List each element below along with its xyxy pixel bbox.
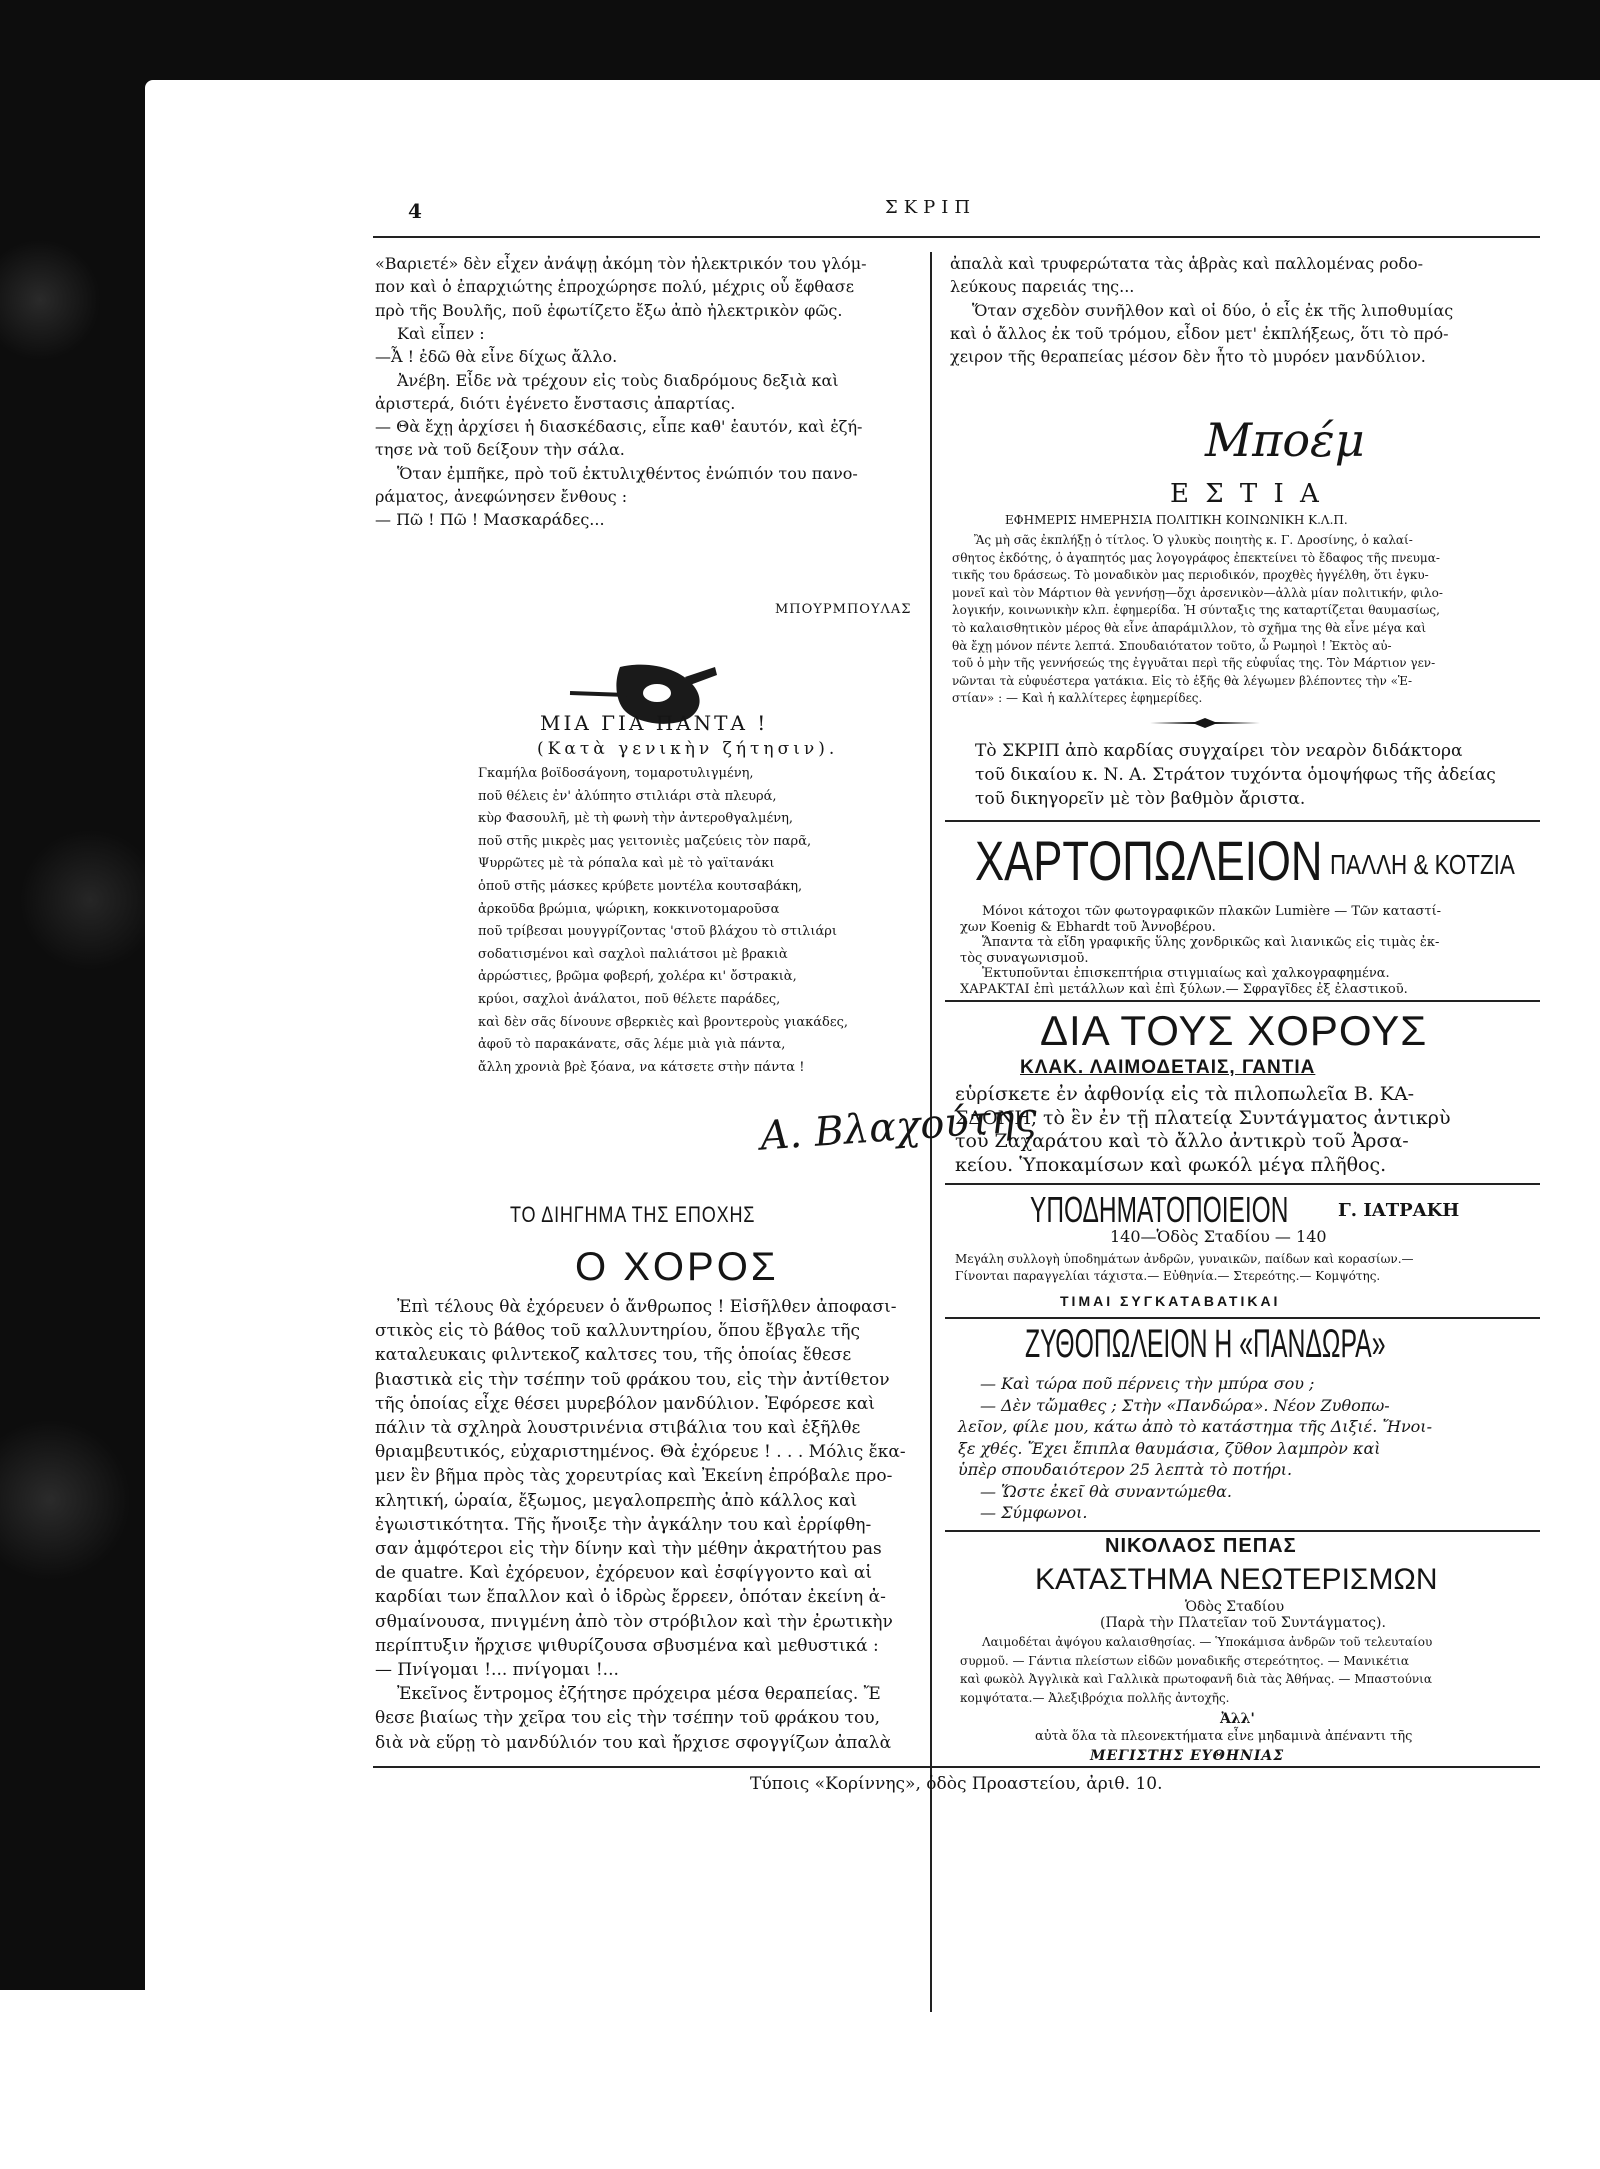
- ad2-line: εὑρίσκετε ἐν ἀφθονίᾳ εἰς τὰ πιλοπωλεῖα Β. ΚΑ-: [955, 1083, 1415, 1105]
- ad1-line: ΧΑΡΑΚΤΑΙ ἐπὶ μετάλλων καὶ ἐπὶ ξύλων.— Σφραγῖδες ἐξ ἐλαστικοῦ.: [960, 981, 1408, 997]
- intro-line: Ὅταν ἐμπῆκε, πρὸ τοῦ ἐκτυλιχθέντος ἐνώπιόν του πανο-: [397, 463, 858, 483]
- ad2-line: τοῦ Ζαχαράτου καὶ τὸ ἄλλο ἀντικρὺ τοῦ Ἀρσα-: [955, 1130, 1409, 1152]
- intro-line: — Θὰ ἔχῃ ἀρχίσει ἡ διασκέδασις, εἶπε καθ' ἑαυτόν, καὶ ἐζή-: [375, 417, 863, 437]
- ad4-line: ξε χθές. Ἔχει ἔπιπλα θαυμάσια, ζῦθον λαμπρὸν καὶ: [958, 1438, 1381, 1458]
- ad2-line: ΣΔΟΝΗ, τὸ ἓν ἐν τῇ πλατείᾳ Συντάγματος ἀντικρὺ: [955, 1106, 1451, 1129]
- ad4-line: — Καὶ τώρα ποῦ πέρνεις τὴν μπύρα σου ;: [980, 1374, 1315, 1393]
- story-line: ἀπαλὰ καὶ τρυφερώτατα τὰς ἁβρὰς καὶ παλλομένας ροδο-: [950, 254, 1424, 273]
- masthead: ΣΚΡΙΠ: [885, 197, 977, 218]
- ad5-but: Ἀλλ': [1220, 1711, 1255, 1727]
- intro-line: πον καὶ ὁ ἐπαρχιώτης ἐπροχώρησε πολύ, μέχρις οὗ ἔφθασε: [375, 277, 855, 297]
- printer-imprint: Τύποις «Κορίννης», ὁδὸς Προαστείου, ἀριθ. 10.: [750, 1774, 1163, 1794]
- ad4-line: — Σύμφωνοι.: [980, 1503, 1088, 1522]
- story-line: — Πνίγομαι !... πνίγομαι !...: [375, 1660, 619, 1680]
- story-line: de quatre. Καὶ ἐχόρευον, ἐχόρευον καὶ ἐσφίγγοντο καὶ αἱ: [375, 1563, 873, 1584]
- poem-line: κὺρ Φασουλῆ, μὲ τὴ φωνὴ τὴν ἀντεροθγαλμένη,: [478, 811, 794, 827]
- intro-line: Καὶ εἶπεν :: [397, 323, 485, 343]
- story-line: Ἐπὶ τέλους θὰ ἐχόρευεν ὁ ἄνθρωπος ! Εἰσῆλθεν ἀποφασι-: [397, 1297, 897, 1317]
- story-line: πάλιν τὰ σχληρὰ λουστρινένια στιβάλια του καὶ ἐξῆλθε: [375, 1418, 861, 1438]
- hestia-line: στίαν» : — Καὶ ἡ καλλίτερες ἐφημερίδες.: [952, 691, 1203, 706]
- ad5-line: καὶ φωκὸλ Ἀγγλικὰ καὶ Γαλλικὰ πρωτοφανῆ διὰ τὰς Ἀθήνας. — Μπαστούνια: [960, 1672, 1432, 1686]
- ad3-owner: Γ. ΙΑΤΡΑΚΗ: [1338, 1200, 1460, 1221]
- story-line: χειρον τῆς θεραπείας μέσον δὲν ἦτο τὸ μυρόεν μανδύλιον.: [950, 347, 1426, 367]
- separator-rule: [945, 1183, 1540, 1185]
- ad3-line: Γίνονται παραγγελίαι τάχιστα.— Εὐθηνία.— Στερεότης.— Κομψότης.: [955, 1269, 1381, 1283]
- intro-line: —Ἆ ! ἐδῶ θὰ εἶνε δίχως ἄλλο.: [375, 347, 618, 367]
- poem-line: σοδατισμένοι καὶ σαχλοὶ παλιάτσοι μὲ βρακιὰ: [478, 946, 788, 962]
- story-kicker: ΤΟ ΔΙΗΓΗΜΑ ΤΗΣ ΕΠΟΧΗΣ: [510, 1202, 756, 1227]
- ad5-line: Λαιμοδέται ἀψόγου καλαισθησίας. — Ὑποκάμισα ἀνδρῶν τοῦ τελευταίου: [982, 1635, 1433, 1649]
- ad1-owners: ΠΑΛΛΗ & ΚΟΤΖΙΑ: [1330, 849, 1515, 880]
- ad1-line: Ἐκτυποῦνται ἐπισκεπτήρια στιγμιαίως καὶ χαλκογραφημένα.: [982, 966, 1390, 981]
- poem-line: καὶ δὲν σᾶς δίνουνε σβερκιὲς καὶ βροντεροὺς γιακάδες,: [478, 1014, 848, 1030]
- separator-rule: [945, 1530, 1540, 1532]
- page-number: 4: [408, 199, 422, 223]
- ad2-title: ΔΙΑ ΤΟΥΣ ΧΟΡΟΥΣ: [1040, 1007, 1428, 1054]
- ad3-address: 140—Ὁδὸς Σταδίου — 140: [1110, 1227, 1327, 1246]
- ad5-line: συρμοῦ. — Γάντια πλείστων εἰδῶν μοναδικῆς στερεότητος. — Μανικέτια: [960, 1653, 1409, 1668]
- story-line: θριαμβευτικός, εὐχαριστημένος. Θὰ ἐχόρευε ! . . . Μόλις ἔκα-: [375, 1442, 906, 1463]
- intro-line: «Βαριετέ» δὲν εἶχεν ἀνάψῃ ἀκόμη τὸν ἠλεκτρικόν του γλόμ-: [375, 254, 867, 273]
- congrats-line: τοῦ δικαίου κ. Ν. Α. Στράτον τυχόντα ὁμοψήφως τῆς ἀδείας: [975, 765, 1496, 785]
- poem-line: ποῦ τρίβεσαι μουγγρίζοντας 'στοῦ βλάχου τὸ στιλιάρι: [478, 924, 838, 940]
- ad5-title: ΚΑΤΑΣΤΗΜΑ ΝΕΩΤΕΡΙΣΜΩΝ: [1035, 1563, 1438, 1596]
- hestia-line: θὰ ἔχῃ μόνον πέντε λεπτά. Σπουδαιότατον τοῦτο, ὦ Ρωμηοὶ ! Ἐκτὸς αὐ-: [952, 638, 1392, 653]
- separator-rule: [945, 1000, 1540, 1002]
- scan-top-edge: [0, 0, 1600, 92]
- ad4-line: ὑπὲρ σπουδαιότερον 25 λεπτὰ τὸ ποτήρι.: [958, 1460, 1293, 1479]
- hestia-title: Ε Σ Τ Ι Α: [1170, 479, 1323, 509]
- separator-rule: [945, 1317, 1540, 1319]
- ad1-line: χων Koenig & Ebhardt τοῦ Ἀννοβέρου.: [960, 919, 1216, 935]
- ad5-line: κομψότατα.— Ἀλεξιβρόχια πολλῆς ἀντοχῆς.: [960, 1690, 1230, 1705]
- poem-signature: Α. Βλαχούτης: [758, 1094, 1039, 1160]
- ad4-title: ΖΥΘΟΠΩΛΕΙΟΝ Η «ΠΑΝΔΩΡΑ»: [1025, 1322, 1386, 1366]
- ad1-line: τὸς συναγωνισμοῦ.: [960, 950, 1089, 966]
- congrats-line: Τὸ ΣΚΡΙΠ ἀπὸ καρδίας συγχαίρει τὸν νεαρὸν διδάκτορα: [975, 741, 1463, 761]
- story-line: ἐγωιστικότητα. Τῆς ἤνοιξε τὴν ἀγκάλην του καὶ ἐρρίφθη-: [375, 1514, 872, 1535]
- story-line: μεν ἓν βῆμα πρὸς τὰς χορευτρίας καὶ Ἐκείνη ἐπρόβαλε προ-: [375, 1466, 893, 1487]
- story-line: καὶ ὁ ἄλλος ἐκ τοῦ τρόμου, εἶδον μετ' ἐκπλήξεως, ὅτι τὸ πρό-: [950, 323, 1449, 343]
- story-title: Ο ΧΟΡΟΣ: [575, 1245, 779, 1289]
- story-line: κλητική, ὡραία, ἔξωμος, μεγαλοπρεπὴς ἀπὸ κάλλος καὶ: [375, 1490, 858, 1511]
- story-signature: Μποέμ: [1205, 413, 1365, 467]
- story-line: Ὅταν σχεδὸν συνῆλθον καὶ οἱ δύο, ὁ εἷς ἐκ τῆς λιποθυμίας: [972, 300, 1454, 320]
- intro-line: ἀριστερά, διότι ἐγένετο ἔνστασις ἀπαρτίας.: [375, 393, 736, 413]
- congrats-line: τοῦ δικηγορεῖν μὲ τὸν βαθμὸν ἄριστα.: [975, 789, 1306, 809]
- intro-line: πρὸ τῆς Βουλῆς, ποῦ ἐφωτίζετο ἔξω ἀπὸ ἠλεκτρικὸν φῶς.: [375, 300, 843, 320]
- poem-line: ἀρκοῦδα βρώμια, ψώρικη, κοκκινοτομαροῦσα: [478, 901, 780, 917]
- poem-line: ἀφοῦ τὸ παρακάνατε, σᾶς λέμε μιὰ γιὰ πάντα,: [478, 1037, 786, 1053]
- separator-rule: [945, 820, 1540, 822]
- poem-title: ΜΙΑ ΓΙΑ ΠΑΝΤΑ !: [540, 711, 769, 735]
- story-line: διὰ νὰ εὕρῃ τὸ μανδύλιόν του καὶ ἤρχισε σφογγίζων ἀπαλὰ: [375, 1732, 892, 1753]
- ad5-final: ΜΕΓΙΣΤΗΣ ΕΥΘΗΝΙΑΣ: [1090, 1748, 1285, 1764]
- footer-rule: [373, 1766, 1540, 1768]
- poem-line: ποῦ στῆς μικρὲς μας γειτονιὲς μαζεύεις τὸν παρᾶ,: [478, 833, 812, 849]
- ad5-owner: ΝΙΚΟΛΑΟΣ ΠΕΠΑΣ: [1105, 1535, 1297, 1557]
- intro-line: ράματος, ἀνεφώνησεν ἔνθους :: [375, 487, 628, 506]
- poem-subtitle: (Κατὰ γενικὴν ζήτησιν).: [537, 739, 839, 759]
- story-line: τῆς ὁποίας εἶχε θέσει μυρεβόλον μανδύλιον. Ἐφόρεσε καὶ: [375, 1393, 876, 1414]
- ad3-title: ΥΠΟΔΗΜΑΤΟΠΟΙΕΙΟΝ: [1030, 1189, 1289, 1230]
- poem-line: ἀρρώστιες, βρῶμα φοβερή, χολέρα κι' ὄστρακιὰ,: [478, 969, 797, 985]
- hestia-line: τικῆς του δράσεως. Τὸ μοναδικὸν μας περιοδικόν, προχθὲς ἠγγέλθη, ὅτι ἐγκυ-: [952, 568, 1429, 583]
- intro-line: — Πῶ ! Πῶ ! Μασκαράδες...: [375, 510, 605, 530]
- story-line: Ἐκεῖνος ἔντρομος ἐζήτησε πρόχειρα μέσα θεραπείας. Ἔ: [397, 1684, 881, 1705]
- ad3-prices: ΤΙΜΑΙ ΣΥΓΚΑΤΑΒΑΤΙΚΑΙ: [1060, 1293, 1281, 1309]
- intro-line: τησε νὰ τοῦ δείξουν τὴν σάλα.: [375, 440, 625, 460]
- intro-author: ΜΠΟΥΡΜΠΟΥΛΑΣ: [775, 602, 912, 617]
- story-line: βιαστικὰ εἰς τὴν τσέπην τοῦ φράκου του, εἰς τὴν ἀντίθετον: [375, 1369, 890, 1390]
- story-line: καρδίαι των ἔπαλλον καὶ ὁ ἱδρὼς ἔρρεεν, ὁπόταν ἐκείνη ἀ-: [375, 1587, 886, 1608]
- ad5-address: Ὁδὸς Σταδίου: [1185, 1599, 1285, 1615]
- hestia-subtitle: ΕΦΗΜΕΡΙΣ ΗΜΕΡΗΣΙΑ ΠΟΛΙΤΙΚΗ ΚΟΙΝΩΝΙΚΗ Κ.Λ.Π.: [1005, 513, 1348, 527]
- ornament-divider: [1150, 718, 1260, 728]
- poem-line: ὁποῦ στῆς μάσκες κρύβετε μοντέλα κουτσαβάκη,: [478, 879, 803, 894]
- ad4-line: λεῖον, φίλε μου, κάτω ἀπὸ τὸ κατάστημα τῆς Διξιέ. Ἤνοι-: [958, 1417, 1432, 1436]
- poem-line: Γκαμήλα βοϊδοσάγονη, τομαροτυλιγμένη,: [478, 766, 754, 781]
- poem-line: ποῦ θέλεις ἐν' ἀλύπητο στιλιάρι στὰ πλευρά,: [478, 788, 777, 804]
- ad5-address-note: (Παρὰ τὴν Πλατεῖαν τοῦ Συντάγματος).: [1100, 1615, 1386, 1631]
- ad4-line: — Δὲν τὤμαθες ; Στὴν «Πανδώρα». Νέον Ζυθοπω-: [980, 1395, 1390, 1415]
- story-line: σαν ἀμφότεροι εἰς τὴν δίνην καὶ τὴν μέθην ἀκρατήτου pas: [375, 1539, 882, 1559]
- poem-line: ἄλλη χρονιὰ βρὲ ξόανα, να κάτσετε στὴν πάντα !: [478, 1059, 805, 1075]
- story-line: σθμαίνουσα, πνιγμένη ἀπὸ τὸν στρόβιλον καὶ τὴν ἐρωτικὴν: [375, 1611, 893, 1632]
- poem-line: Ψυρρῶτες μὲ τὰ ρόπαλα καὶ μὲ τὸ γαϊτανάκι: [478, 856, 775, 872]
- ad5-note: αὐτὰ ὅλα τὰ πλεονεκτήματα εἶνε μηδαμινὰ ἀπέναντι τῆς: [1035, 1729, 1413, 1744]
- story-line: λεύκους παρειάς της...: [950, 277, 1135, 297]
- hestia-line: τοῦ ὁ μὴν τῆς γεννήσεώς της ἐγγυᾶται περὶ τῆς εὐφυΐας της. Τὸν Μάρτιον γεν-: [952, 656, 1436, 671]
- intro-line: Ἀνέβη. Εἶδε νὰ τρέχουν εἰς τοὺς διαδρόμους δεξιὰ καὶ: [397, 370, 839, 390]
- hestia-line: νῶνται τὰ εὐφυέστερα γατάκια. Εἰς τὸ ἑξῆς θὰ λέγωμεν βλέποντες τὴν «Ἑ-: [952, 673, 1413, 688]
- story-line: περίπτυξιν ἤρχισε ψιθυρίζουσα σβυσμένα καὶ μεθυστικά :: [375, 1635, 879, 1656]
- hestia-line: τὸ καλαισθητικὸν μέρος θὰ εἶνε ἀπαράμιλλον, τὸ σχῆμα της θὰ εἶνε μέγα καὶ: [952, 621, 1427, 635]
- story-line: θεσε βιαίως τὴν χεῖρα του εἰς τὴν τσέπην τοῦ φράκου του,: [375, 1708, 881, 1729]
- ad1-line: Μόνοι κάτοχοι τῶν φωτογραφικῶν πλακῶν Lumière — Τῶν καταστί-: [982, 904, 1442, 919]
- ad1-line: Ἅπαντα τὰ εἴδη γραφικῆς ὕλης χονδρικῶς καὶ λιανικῶς εἰς τιμὰς ἐκ-: [982, 935, 1440, 950]
- hestia-line: λογικήν, κοινωνικὴν κλπ. ἐφημερίδα. Ἡ σύνταξις της καταρτίζεται θαυμασίως,: [952, 603, 1440, 618]
- ad2-items: ΚΛΑΚ. ΛΑΙΜΟΔΕΤΑΙΣ, ΓΑΝΤΙΑ: [1020, 1057, 1316, 1078]
- hestia-line: σθητος ἐκδότης, ὁ ἀγαπητός μας λογογράφος ἐπεκτείνει τὸ ἔδαφος τῆς πνευμα-: [952, 550, 1440, 565]
- story-line: καταλευκαις φιλντεκοζ καλτσες του, τῆς ὁποίας ἔθεσε: [375, 1345, 852, 1366]
- ad3-line: Μεγάλη συλλογὴ ὑποδημάτων ἀνδρῶν, γυναικῶν, παίδων καὶ κορασίων.—: [955, 1252, 1414, 1266]
- ad2-line: κείου. Ὑποκαμίσων καὶ φωκόλ μέγα πλῆθος.: [955, 1153, 1387, 1176]
- poem-line: κρύοι, σαχλοὶ ἀνάλατοι, ποῦ θέλετε παράδες,: [478, 992, 781, 1007]
- hestia-line: μονεῖ καὶ τὸν Μάρτιον θὰ γεννήσῃ—ὄχι ἀρσενικὸν—ἀλλὰ μίαν πολιτικήν, φιλο-: [952, 585, 1443, 600]
- ad4-line: — Ὥστε ἐκεῖ θὰ συναντώμεθα.: [980, 1481, 1232, 1501]
- header-rule: [373, 236, 1540, 238]
- story-line: στικὸς εἰς τὸ βάθος τοῦ καλλυντηρίου, ὅπου ἔβγαλε τῆς: [375, 1321, 860, 1342]
- hestia-line: Ἂς μὴ σᾶς ἐκπλήξῃ ὁ τίτλος. Ὁ γλυκὺς ποιητὴς κ. Γ. Δροσίνης, ὁ καλαί-: [974, 533, 1413, 547]
- ad1-title: ΧΑΡΤΟΠΩΛΕΙΟΝ: [975, 829, 1323, 892]
